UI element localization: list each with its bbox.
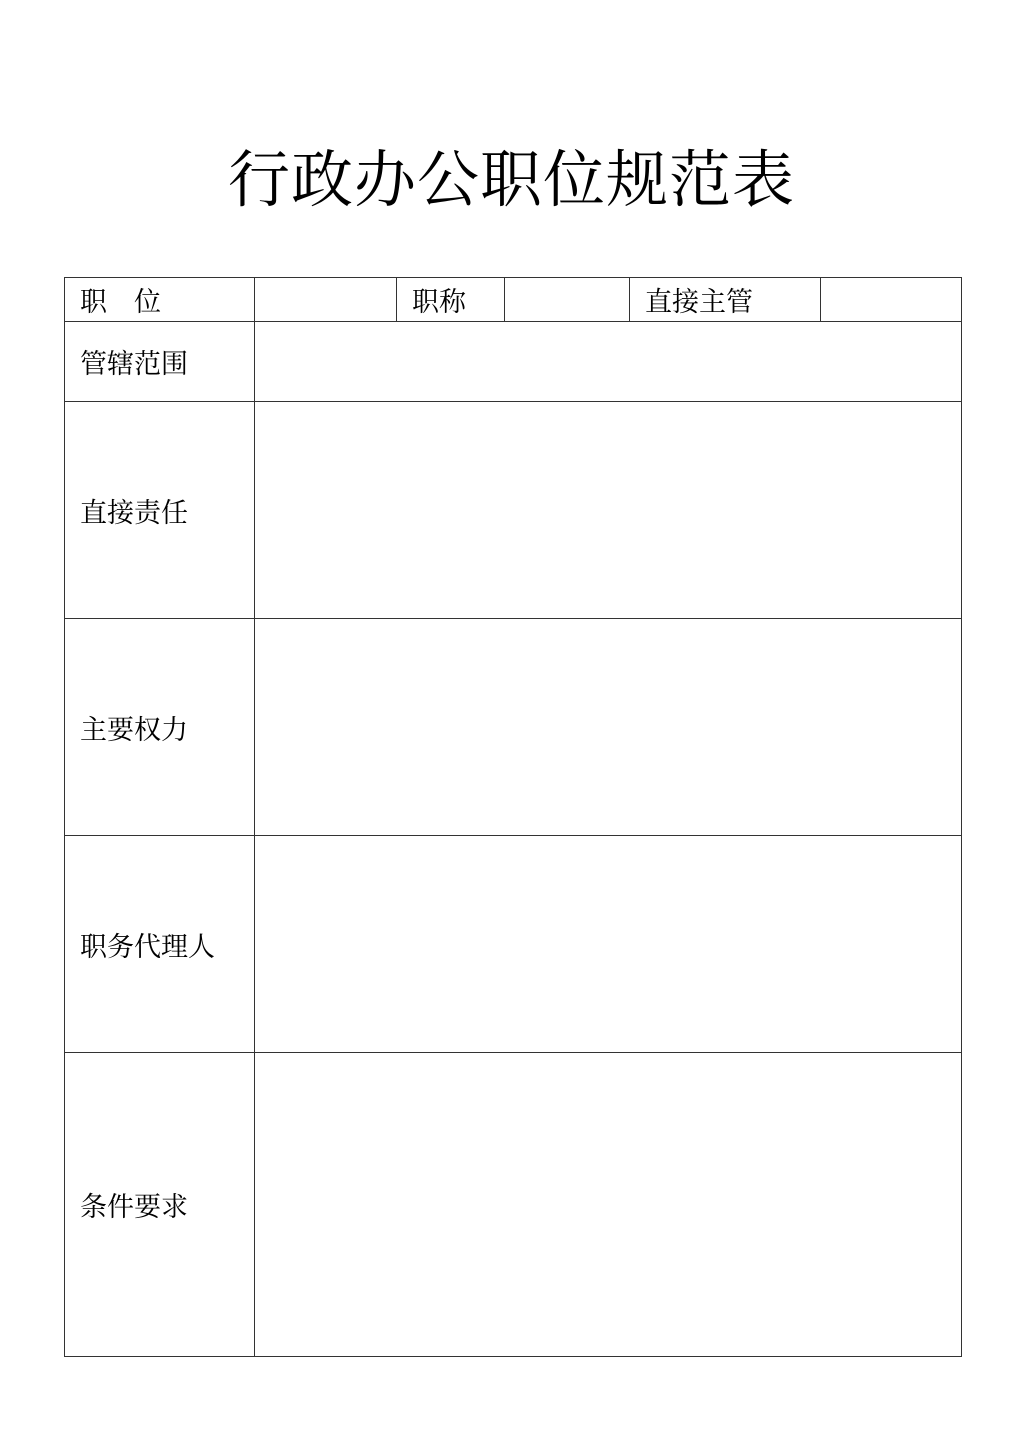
- duty-row: [65, 402, 962, 619]
- power-field[interactable]: [255, 619, 962, 836]
- deputy-row: [65, 836, 962, 1053]
- requirements-row: [65, 1053, 962, 1357]
- supervisor-label: 直接主管: [630, 278, 821, 322]
- title-label: 职称: [397, 278, 505, 322]
- scope-row: [65, 322, 962, 402]
- duty-label: 直接责任: [65, 402, 255, 619]
- title-field[interactable]: [505, 278, 630, 322]
- duty-field[interactable]: [255, 402, 962, 619]
- power-label: 主要权力: [65, 619, 255, 836]
- scope-label: 管辖范围: [65, 322, 255, 402]
- position-field[interactable]: [255, 278, 397, 322]
- scope-field[interactable]: [255, 322, 962, 402]
- deputy-label: 职务代理人: [65, 836, 255, 1053]
- deputy-field[interactable]: [255, 836, 962, 1053]
- header-row: [65, 278, 962, 322]
- power-row: [65, 619, 962, 836]
- supervisor-field[interactable]: [821, 278, 962, 322]
- requirements-label: 条件要求: [65, 1053, 255, 1357]
- document-title: 行政办公职位规范表: [227, 143, 795, 216]
- requirements-field[interactable]: [255, 1053, 962, 1357]
- position-spec-table: [64, 277, 962, 1357]
- position-label: 职 位: [65, 278, 255, 322]
